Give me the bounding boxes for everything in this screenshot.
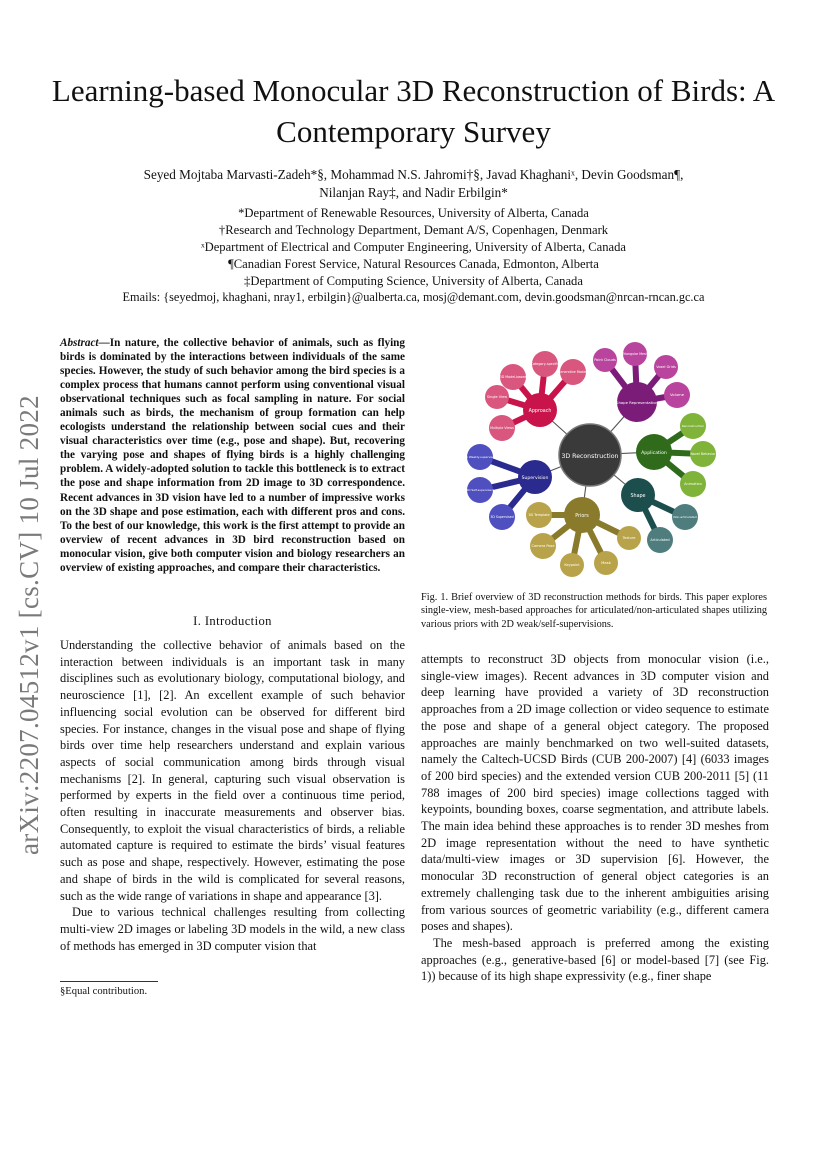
leaf-label: Multiple Views [490, 426, 514, 430]
leaf-label: Single View [486, 395, 508, 399]
branch-label: Application [641, 451, 667, 456]
affiliation: *Department of Renewable Resources, University of Alberta, Canada [238, 206, 589, 220]
affiliation: ¶Canadian Forest Service, Natural Resources Canada, Edmonton, Alberta [228, 257, 599, 271]
leaf-label: Keypoint [564, 563, 580, 567]
footnote: §Equal contribution. [60, 986, 148, 997]
branch-label: Priors [575, 514, 589, 519]
authors-line-2: Nilanjan Ray‡, and Nadir Erbilgin* [319, 185, 508, 200]
affiliation: ‡Department of Computing Science, University of Alberta, Canada [244, 274, 583, 288]
footnote-rule [60, 981, 158, 982]
paragraph: The mesh-based approach is preferred among the existing approaches (e.g., generative-based [6] or model-based [7] (see Fig. 1)) because of its high shape expressivity (e.g., finer shape [421, 935, 769, 984]
leaf-label: 3D Template [528, 513, 550, 517]
figure-mindmap [455, 322, 745, 586]
branch-label: Approach [528, 409, 552, 414]
leaf-label: Animation [684, 482, 702, 486]
author-list [40, 166, 787, 202]
leaf-label: Reconstruction [681, 424, 705, 428]
right-column-text [421, 651, 769, 985]
leaf-label: Articulated [650, 538, 670, 542]
leaf-label: Camera Pose [531, 544, 555, 548]
leaf-label: 3D Model-based [499, 375, 527, 379]
affiliation: †Research and Technology Department, Demant A/S, Copenhagen, Denmark [218, 223, 609, 237]
branch-label: Shape Representation [616, 400, 658, 405]
leaf-label: Generative Models [558, 370, 588, 374]
leaf-label: 3D Supervised [490, 515, 514, 519]
paper-title: Learning-based Monocular 3D Reconstruction of Birds: A Contemporary Survey [51, 73, 776, 149]
leaf-label: Non-articulated [673, 515, 697, 519]
abstract [60, 336, 405, 575]
abstract-lead: Abstract [60, 337, 99, 349]
affiliation: ˣDepartment of Electrical and Computer Engineering, University of Alberta, Canada [200, 240, 627, 254]
introduction-text [60, 637, 405, 954]
authors-line-1: Seyed Mojtaba Marvasti-Zadeh*§, Mohammad N.S. Jahromi†§, Javad Khaghaniˣ, Devin Goodsman¶, [143, 167, 684, 182]
paragraph: Understanding the collective behavior of animals based on the interaction between individuals is an important task in many disciplines such as evolutionary biology, computational biology, and neuroscience [1], [2]. An excellent example of such behavior influencing social evolution can be observed for different bird species. For instance, changes in the visual pose and shape of flying birds over time help researchers understand and explain various aspects of social communication among birds through visual mechanisms [2]. In general, capturing such visual observation is performed by experts in the field over a continuous time period, often resulting in inaccurate measurements and observer bias. Consequently, to exploit the visual characteristics of birds, a reliable automated capture is required to estimate the birds’ visual features such as pose and shape, respectively. However, estimating the pose and shape of birds in the wild is complicated for several reasons, such as the wide range of variations in shape and appearance [3]. [60, 638, 405, 903]
emails: Emails: {seyedmoj, khaghani, nray1, erbilgin}@ualberta.ca, mosj@demant.com, devin.goodsman@nrcan-rncan.gc.ca [122, 290, 705, 304]
leaf-label: Category-specific [530, 362, 560, 366]
leaf-label: 2D Weakly-supervised [463, 455, 497, 459]
arxiv-stamp: arXiv:2207.04512v1 [cs.CV] 10 Jul 2022 [14, 395, 44, 855]
paragraph: Due to various technical challenges resulting from collecting multi-view 2D images or labeling 3D models in the wild, a new class of methods has emerged in 3D computer vision that [60, 905, 405, 953]
leaf-label: Novel Behavior [690, 452, 716, 456]
leaf-label: Texture [622, 536, 636, 540]
leaf-label: Mask [601, 560, 611, 565]
branch-label: Supervision [521, 476, 549, 481]
center-label: 3D Reconstruction [561, 453, 619, 460]
paragraph: attempts to reconstruct 3D objects from monocular vision (i.e., single-view images). Recent advances in 3D computer vision and deep learning have provided a variety of 3D reconstruction approaches from a 2D image collection or video sequence to estimate the pose and shape of a general object category. The proposed approaches are mainly benchmarked on two well-suited datasets, namely the Caltech-UCSD Birds (CUB 200-2007) [4] (6033 images of 200 bird species) and the extended version CUB 200-2011 [5] (11 788 images of 200 bird species) image collections tagged with keypoints, bounding boxes, coarse segmentation, and attribute labels. The main idea behind these approaches is to render 3D meshes from 2D image representation without the need to have synthetic data/multi-view images or 3D supervision [6]. However, the monocular 3D reconstruction of general object categories is an extremely challenging task due to the inherent ambiguities arising from various sources of geometric variability (e.g., different camera poses and shapes). [421, 652, 769, 934]
affiliations [40, 205, 787, 290]
branch-label: Shape [630, 494, 646, 499]
section-heading: I. Introduction [193, 614, 272, 628]
leaf-label: Triangular Mesh [622, 352, 648, 356]
abstract-body: —In nature, the collective behavior of animals, such as flying birds is dominated by the interactions between individuals of the same species. However, the study of such behavior among the bird species is a complex process that humans cannot perform using conventional visual observational techniques such as focal sampling in nature. For social animals such as birds, the mechanism of group formation can help ecologists understand the relationship between social cues and their visual characteristics over time (e.g., pose and shape). But, recovering the varying pose and shapes of flying birds is a highly challenging problem. A widely-adopted solution to tackle this bottleneck is to extract the pose and shape information from 2D image to 3D correspondence. Recent advances in 3D vision have led to a number of impressive works on the 3D shape and pose estimation, each with different pros and cons. To the best of our knowledge, this work is the first attempt to provide an overview of recent advances in 3D bird reconstruction based on monocular vision, give both computer vision and biology researchers an overview of existing approaches, and compare their characteristics. [60, 337, 405, 574]
figure-caption: Fig. 1. Brief overview of 3D reconstruction methods for birds. This paper explores single-view, mesh-based approaches for articulated/non-articulated shapes utilizing various priors with 2D weak/self-supervisions. [421, 592, 767, 630]
leaf-label: Voxel Grids [656, 365, 676, 369]
leaf-label: Volume [669, 392, 685, 397]
leaf-label: Point Clouds [594, 358, 616, 362]
leaf-label: 2D Self-supervised [466, 488, 494, 492]
